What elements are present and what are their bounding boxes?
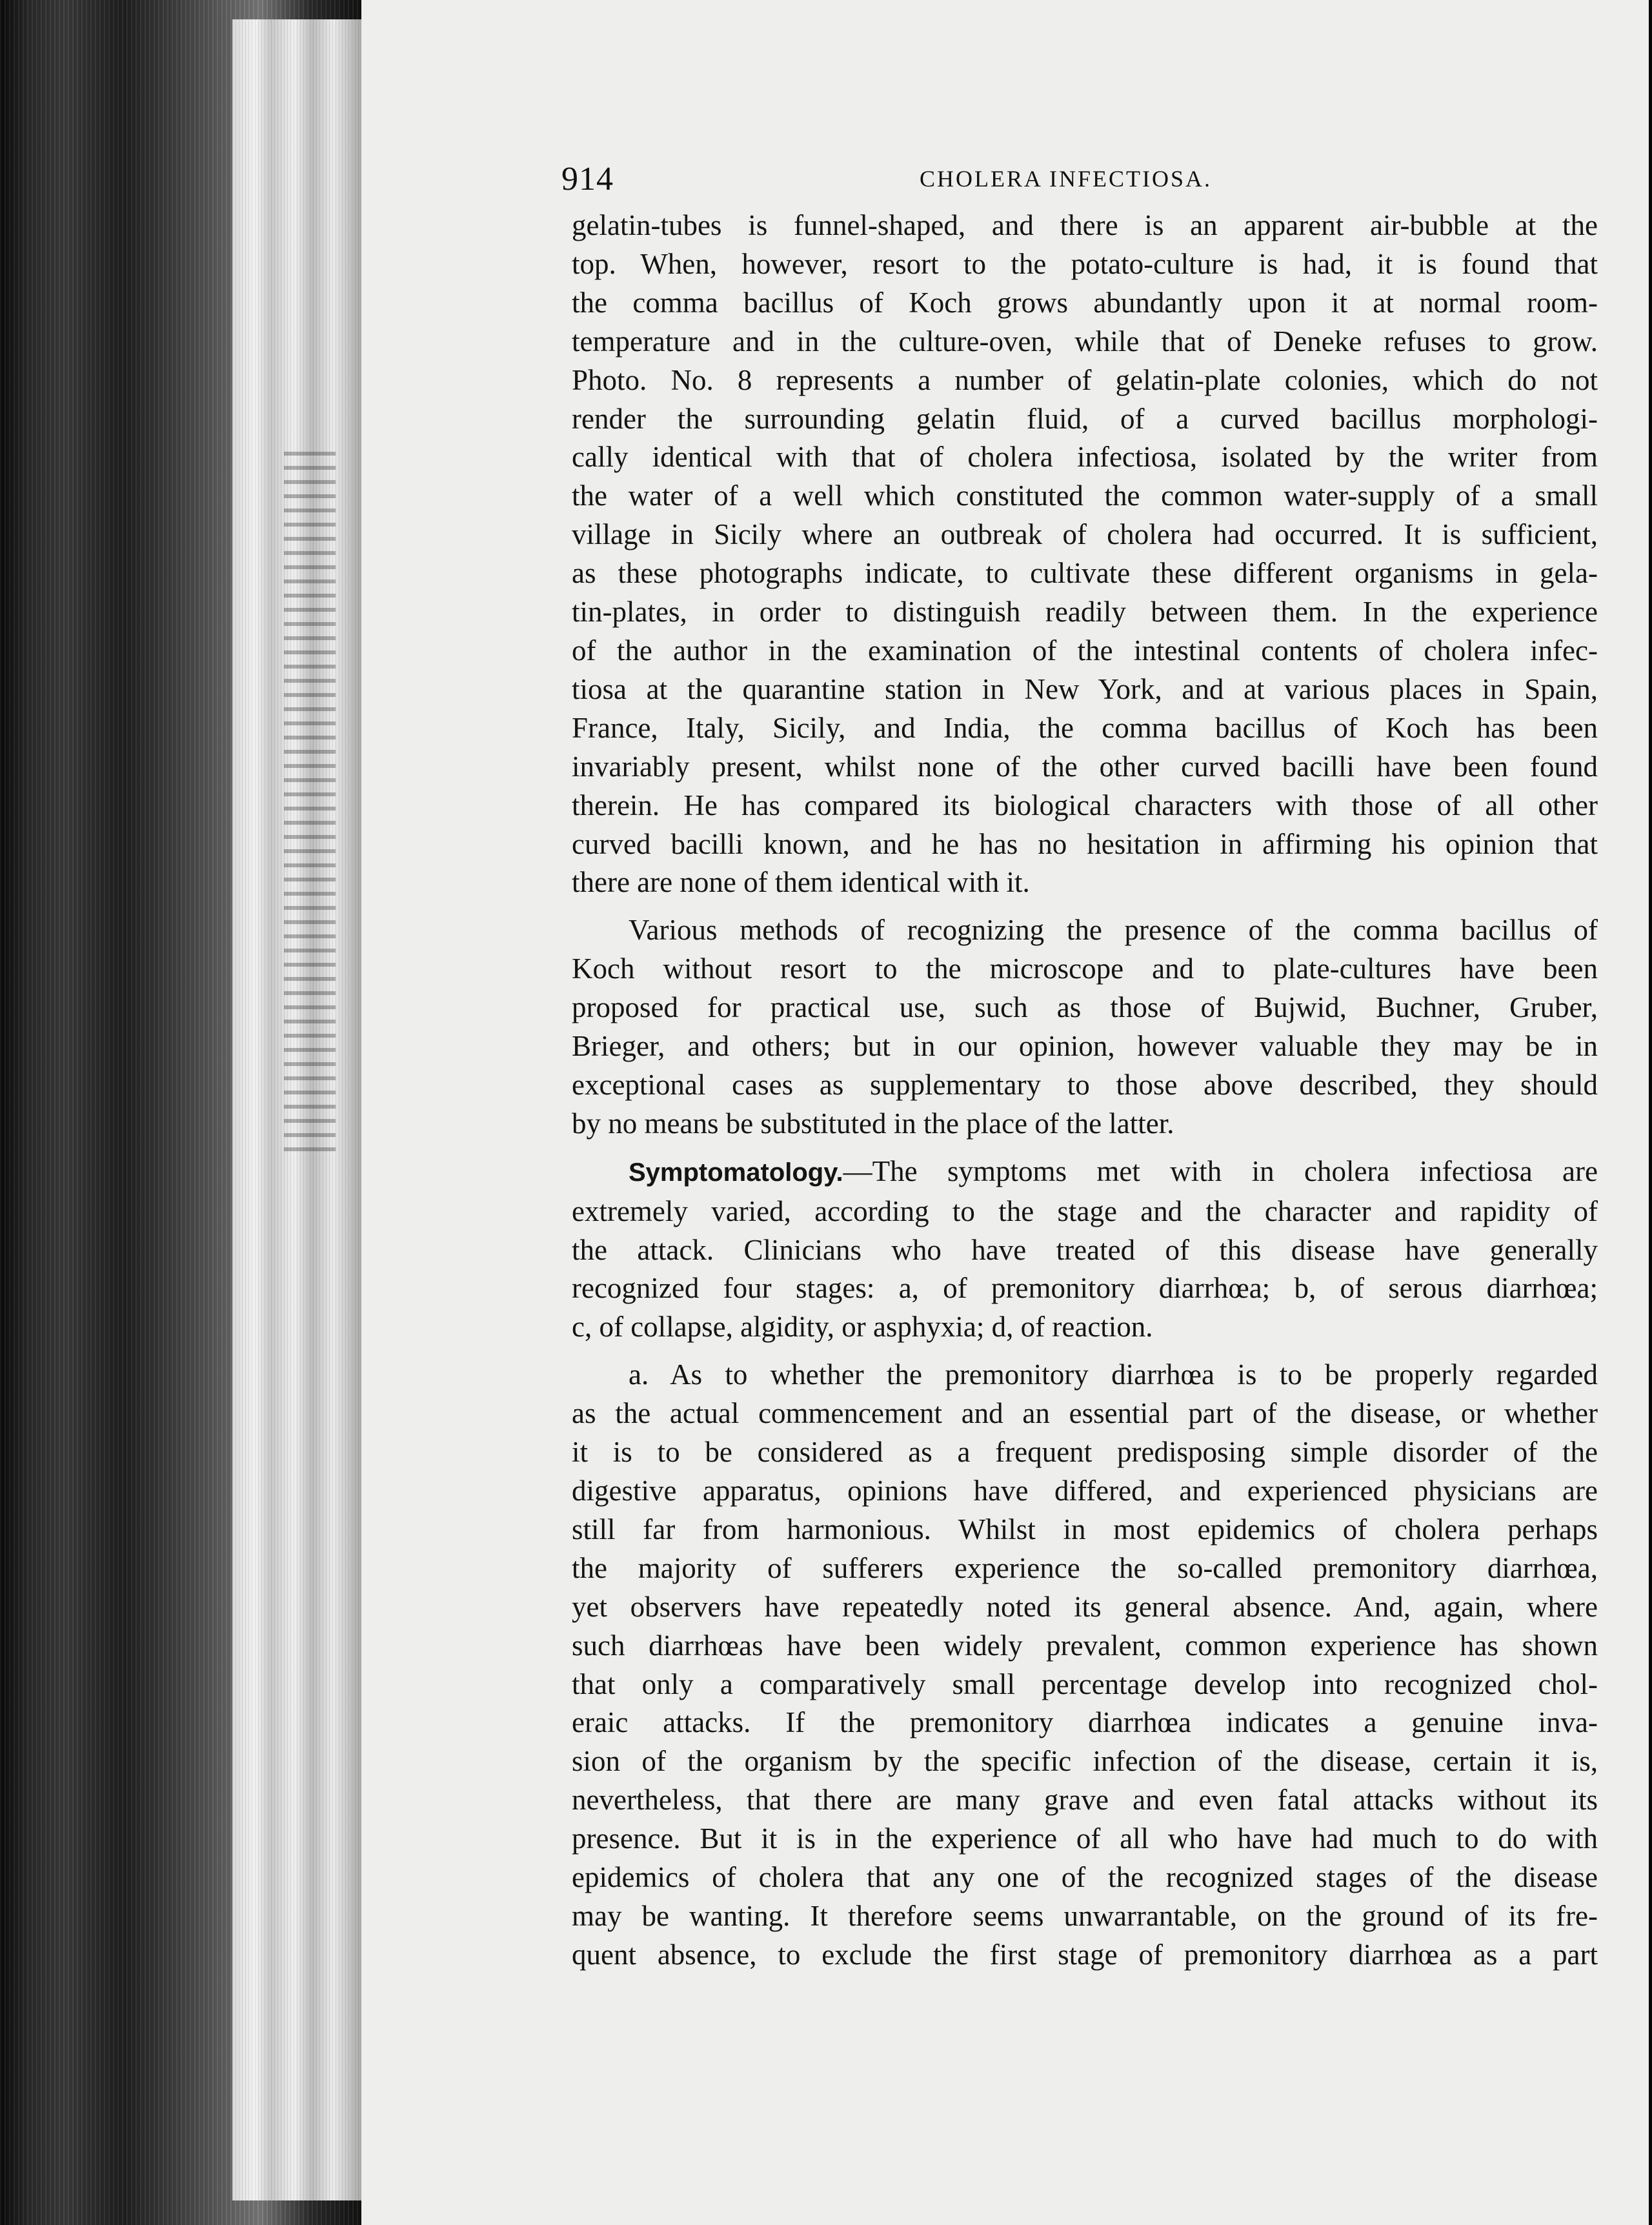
ink-bleed-through (284, 452, 336, 1162)
text-line: sion of the organism by the specific infection of the disease, certain it is, (572, 1745, 1598, 1778)
page-number: 914 (561, 161, 614, 197)
text-line (572, 1153, 1598, 1193)
text-line: top. When, however, resort to the potato-culture is had, it is found that (572, 247, 1598, 280)
page-title: CHOLERA INFECTIOSA. (920, 166, 1213, 192)
text-line: c, of collapse, algidity, or asphyxia; d, of reaction. (572, 1311, 1153, 1344)
text-line: it is to be considered as a frequent predisposing simple disorder of the (572, 1436, 1598, 1469)
text-line: digestive apparatus, opinions have differed, and experienced physicians are (572, 1475, 1598, 1507)
text-line: a. As to whether the premonitory diarrhœa is to be properly regarded (629, 1358, 1598, 1391)
text-line: such diarrhœas have been widely prevalent, common experience has shown (572, 1629, 1598, 1662)
text-line: tiosa at the quarantine station in New York, and at various places in Spain, (572, 672, 1598, 705)
text-line: gelatin-tubes is funnel-shaped, and there is an apparent air-bubble at the (572, 209, 1598, 241)
text-line: tin-plates, in order to distinguish readily between them. In the experience (572, 596, 1598, 629)
text-line: may be wanting. It therefore seems unwarrantable, on the ground of its fre- (572, 1899, 1598, 1932)
text-line: Koch without resort to the microscope and to plate-cultures have been (572, 952, 1598, 985)
body-text (572, 206, 1598, 1984)
text-line: render the surrounding gelatin fluid, of a curved bacillus morphologi- (572, 402, 1598, 435)
text-line: exceptional cases as supplementary to those above described, they should (572, 1068, 1598, 1101)
text-line: temperature and in the culture-oven, while that of Deneke refuses to grow. (572, 325, 1598, 357)
text-line: presence. But it is in the experience of all who have had much to do with (572, 1822, 1598, 1855)
text-line: therein. He has compared its biological characters with those of all other (572, 789, 1598, 821)
text-line: France, Italy, Sicily, and India, the comma bacillus of Koch has been (572, 711, 1598, 744)
paragraph-recognition-methods (572, 911, 1598, 1143)
text-line: proposed for practical use, such as those of Bujwid, Buchner, Gruber, (572, 991, 1598, 1024)
text-line: by no means be substituted in the place of the latter. (572, 1107, 1174, 1140)
text-line: there are none of them identical with it. (572, 866, 1030, 899)
text-line: nevertheless, that there are many grave and even fatal attacks without its (572, 1784, 1598, 1817)
text-line: epidemics of cholera that any one of the recognized stages of the disease (572, 1861, 1598, 1894)
text-line: as these photographs indicate, to cultivate these different organisms in gela- (572, 557, 1598, 590)
text-line: the comma bacillus of Koch grows abundantly upon it at normal room- (572, 286, 1598, 319)
running-head (561, 160, 1284, 205)
text-line: Photo. No. 8 represents a number of gelatin-plate colonies, which do not (572, 363, 1598, 396)
text-line: invariably present, whilst none of the other curved bacilli have been found (572, 750, 1598, 783)
text-line-continuation: —The symptoms met with in cholera infectiosa are (843, 1154, 1598, 1187)
text-line: extremely varied, according to the stage and the character and rapidity of (572, 1194, 1598, 1227)
text-line: Various methods of recognizing the presence of the comma bacillus of (629, 914, 1598, 947)
text-line: cally identical with that of cholera infectiosa, isolated by the writer from (572, 441, 1598, 474)
text-line: the attack. Clinicians who have treated of this disease have generally (572, 1233, 1598, 1266)
text-line: Brieger, and others; but in our opinion, however valuable they may be in (572, 1030, 1598, 1063)
text-line: that only a comparatively small percentage develop into recognized chol- (572, 1667, 1598, 1700)
paragraph-symptomatology (572, 1153, 1598, 1347)
paragraph-culture-methods (572, 206, 1598, 902)
text-line: of the author in the examination of the intestinal contents of cholera infec- (572, 634, 1598, 667)
text-line: eraic attacks. If the premonitory diarrhœa indicates a genuine inva- (572, 1706, 1598, 1739)
text-line: as the actual commencement and an essential part of the disease, or whether (572, 1397, 1598, 1430)
text-line: still far from harmonious. Whilst in most epidemics of cholera perhaps (572, 1513, 1598, 1545)
text-line: yet observers have repeatedly noted its general absence. And, again, where (572, 1590, 1598, 1623)
text-line: the water of a well which constituted the common water-supply of a small (572, 479, 1598, 512)
text-line: the majority of sufferers experience the so-called premonitory diarrhœa, (572, 1551, 1598, 1584)
text-line: recognized four stages: a, of premonitory diarrhœa; b, of serous diarrhœa; (572, 1272, 1598, 1305)
text-line: curved bacilli known, and he has no hesitation in affirming his opinion that (572, 827, 1598, 860)
text-line: quent absence, to exclude the first stage of premonitory diarrhœa as a part (572, 1938, 1598, 1971)
section-heading: Symptomatology. (629, 1158, 843, 1187)
paragraph-premonitory-diarrhoea (572, 1356, 1598, 1975)
text-line: village in Sicily where an outbreak of cholera had occurred. It is sufficient, (572, 518, 1598, 551)
